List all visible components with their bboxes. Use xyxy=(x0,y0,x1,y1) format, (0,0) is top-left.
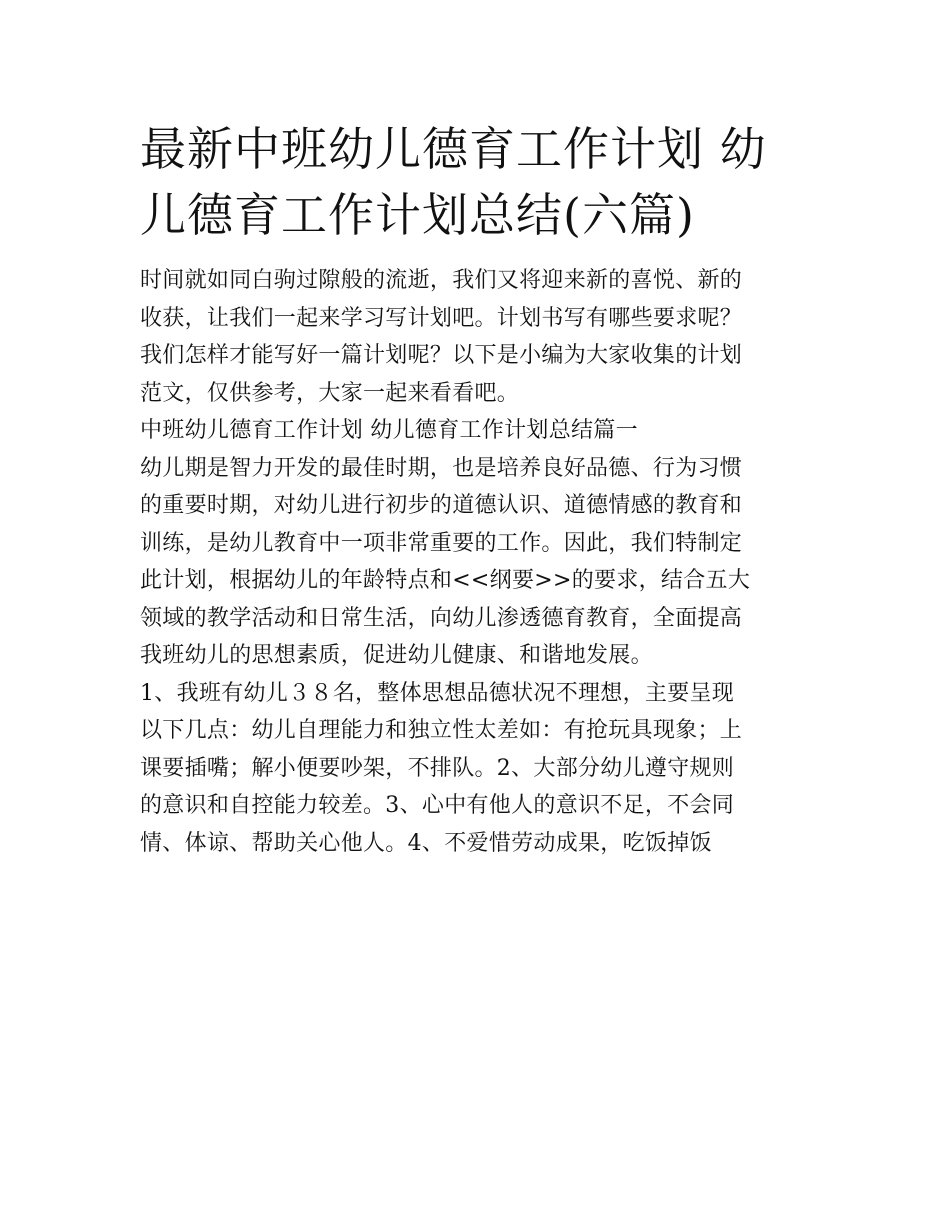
title-line: 儿德育工作计划总结(六篇) xyxy=(140,188,695,242)
section-heading: 中班幼儿德育工作计划 幼儿德育工作计划总结篇一 xyxy=(140,418,638,443)
document-title xyxy=(140,116,812,248)
paragraph-line: 课要插嘴；解小便要吵架，不排队。2、大部分幼儿遵守规则 xyxy=(140,755,735,781)
paragraph-line: 此计划，根据幼儿的年龄特点和<<纲要>>的要求，结合五大 xyxy=(140,568,751,593)
paragraph-line: 训练，是幼儿教育中一项非常重要的工作。因此，我们特制定 xyxy=(140,530,743,556)
intro-line: 收获，让我们一起来学习写计划吧。计划书写有哪些要求呢？ xyxy=(140,305,743,331)
section-paragraph-1 xyxy=(140,450,812,675)
title-line: 最新中班幼儿德育工作计划 幼 xyxy=(140,122,767,176)
paragraph-line: 我班幼儿的思想素质，促进幼儿健康、和谐地发展。 xyxy=(140,643,653,668)
paragraph-line: 情、体谅、帮助关心他人。4、不爱惜劳动成果，吃饭掉饭 xyxy=(140,830,712,856)
intro-line: 我们怎样才能写好一篇计划呢？以下是小编为大家收集的计划 xyxy=(140,343,743,368)
paragraph-line: 幼儿期是智力开发的最佳时期，也是培养良好品德、行为习惯 xyxy=(140,455,743,481)
paragraph-line: 1、我班有幼儿３８名，整体思想品德状况不理想，主要呈现 xyxy=(140,680,735,706)
paragraph-line: 的重要时期，对幼儿进行初步的道德认识、道德情感的教育和 xyxy=(140,493,743,518)
intro-line: 时间就如同白驹过隙般的流逝，我们又将迎来新的喜悦、新的 xyxy=(140,268,743,293)
intro-line: 范文，仅供参考，大家一起来看看吧。 xyxy=(140,380,520,406)
paragraph-line: 领域的教学活动和日常生活，向幼儿渗透德育教育，全面提高 xyxy=(140,605,743,631)
paragraph-line: 以下几点：幼儿自理能力和独立性太差如：有抢玩具现象；上 xyxy=(140,718,743,743)
document-content xyxy=(140,116,812,862)
section-paragraph-2 xyxy=(140,675,812,863)
intro-paragraph xyxy=(140,262,812,412)
paragraph-line: 的意识和自控能力较差。3、心中有他人的意识不足，不会同 xyxy=(140,793,735,818)
